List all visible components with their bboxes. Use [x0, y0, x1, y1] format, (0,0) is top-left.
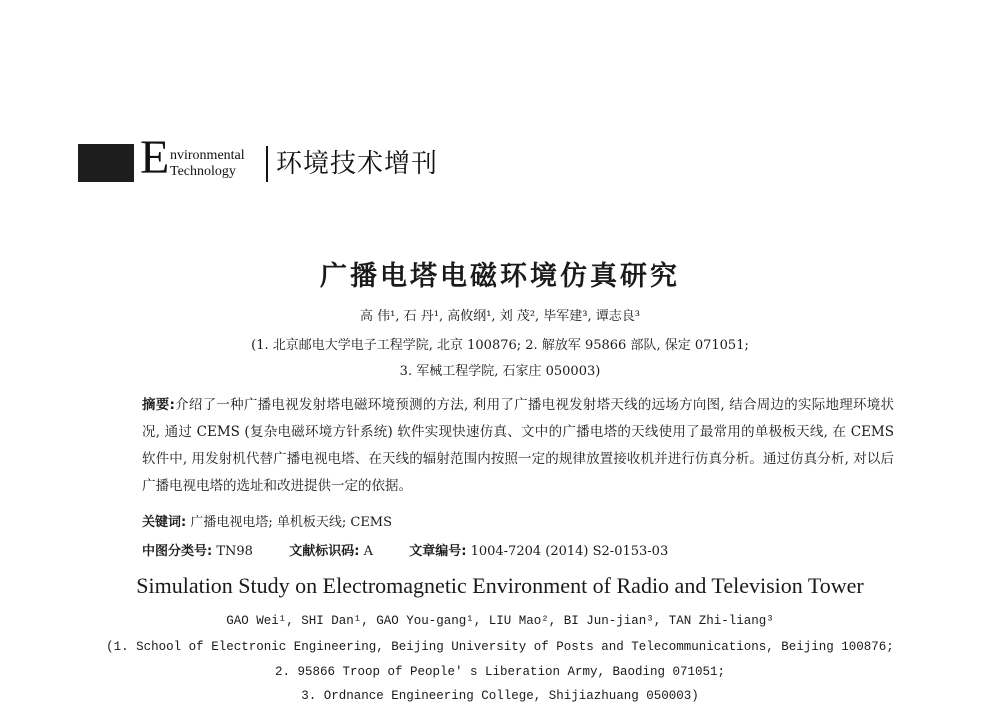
- abstract-text: 介绍了一种广播电视发射塔电磁环境预测的方法, 利用了广播电视发射塔天线的远场方向图, 结合周边的实际地理环境状况, 通过 CEMS (复杂电磁环境方针系统) 软件实现快速仿真、文中的广播电塔的天线使用了最常用的单极板天线, 在 CEMS 软件中, 用发射机代替广播电视电塔、在天线的辐射范围内按照一定的规律放置接收机并进行仿真分析。通过仿真分析, 对以后广播电视电塔的选址和改进提供一定的依据。: [142, 397, 894, 494]
- affiliation-en-line3: 3. Ordnance Engineering College, Shijiazhuang 050003): [301, 689, 699, 703]
- keywords-text: 广播电视电塔; 单机板天线; CEMS: [190, 515, 393, 530]
- clc-label: 中图分类号:: [142, 544, 213, 559]
- journal-logo-divider: [266, 146, 268, 182]
- doc-code-label: 文献标识码:: [289, 544, 360, 559]
- article-no-label: 文章编号:: [409, 544, 467, 559]
- journal-logo-english: [170, 148, 245, 180]
- journal-logo-line1: nvironmental: [170, 148, 245, 163]
- paper-title-en: Simulation Study on Electromagnetic Environment of Radio and Television Tower: [136, 573, 864, 598]
- clc-value: TN98: [216, 544, 253, 559]
- affiliation-cn-line1: (1. 北京邮电大学电子工程学院, 北京 100876; 2. 解放军 95866 部队, 保定 071051;: [251, 338, 749, 353]
- keywords-label: 关键词:: [142, 515, 187, 530]
- article-no-value: 1004-7204 (2014) S2-0153-03: [470, 544, 669, 559]
- journal-logo-block: [78, 144, 134, 182]
- journal-logo-line2: Technology: [170, 164, 236, 179]
- affiliation-en-line1: (1. School of Electronic Engineering, Beijing University of Posts and Telecommunications, Beijing 100876;: [106, 640, 894, 654]
- classification-line: [142, 540, 668, 559]
- journal-logo-letter: E: [140, 131, 170, 184]
- doc-code-value: A: [363, 544, 373, 559]
- keywords: [142, 511, 392, 530]
- affiliation-cn-line2: 3. 军械工程学院, 石家庄 050003): [399, 364, 601, 379]
- abstract-label: 摘要:: [142, 397, 175, 413]
- journal-name-cn: 环境技术增刊: [276, 149, 439, 179]
- abstract: [142, 392, 894, 500]
- affiliation-en-line2: 2. 95866 Troop of People' s Liberation Army, Baoding 071051;: [274, 665, 726, 679]
- paper-title-cn: 广播电塔电磁环境仿真研究: [320, 261, 680, 292]
- authors-cn: 高 伟¹, 石 丹¹, 高攸纲¹, 刘 茂², 毕军建³, 谭志良³: [360, 309, 640, 324]
- authors-en: GAO Wei¹, SHI Dan¹, GAO You-gang¹, LIU Mao², BI Jun-jian³, TAN Zhi-liang³: [226, 614, 774, 628]
